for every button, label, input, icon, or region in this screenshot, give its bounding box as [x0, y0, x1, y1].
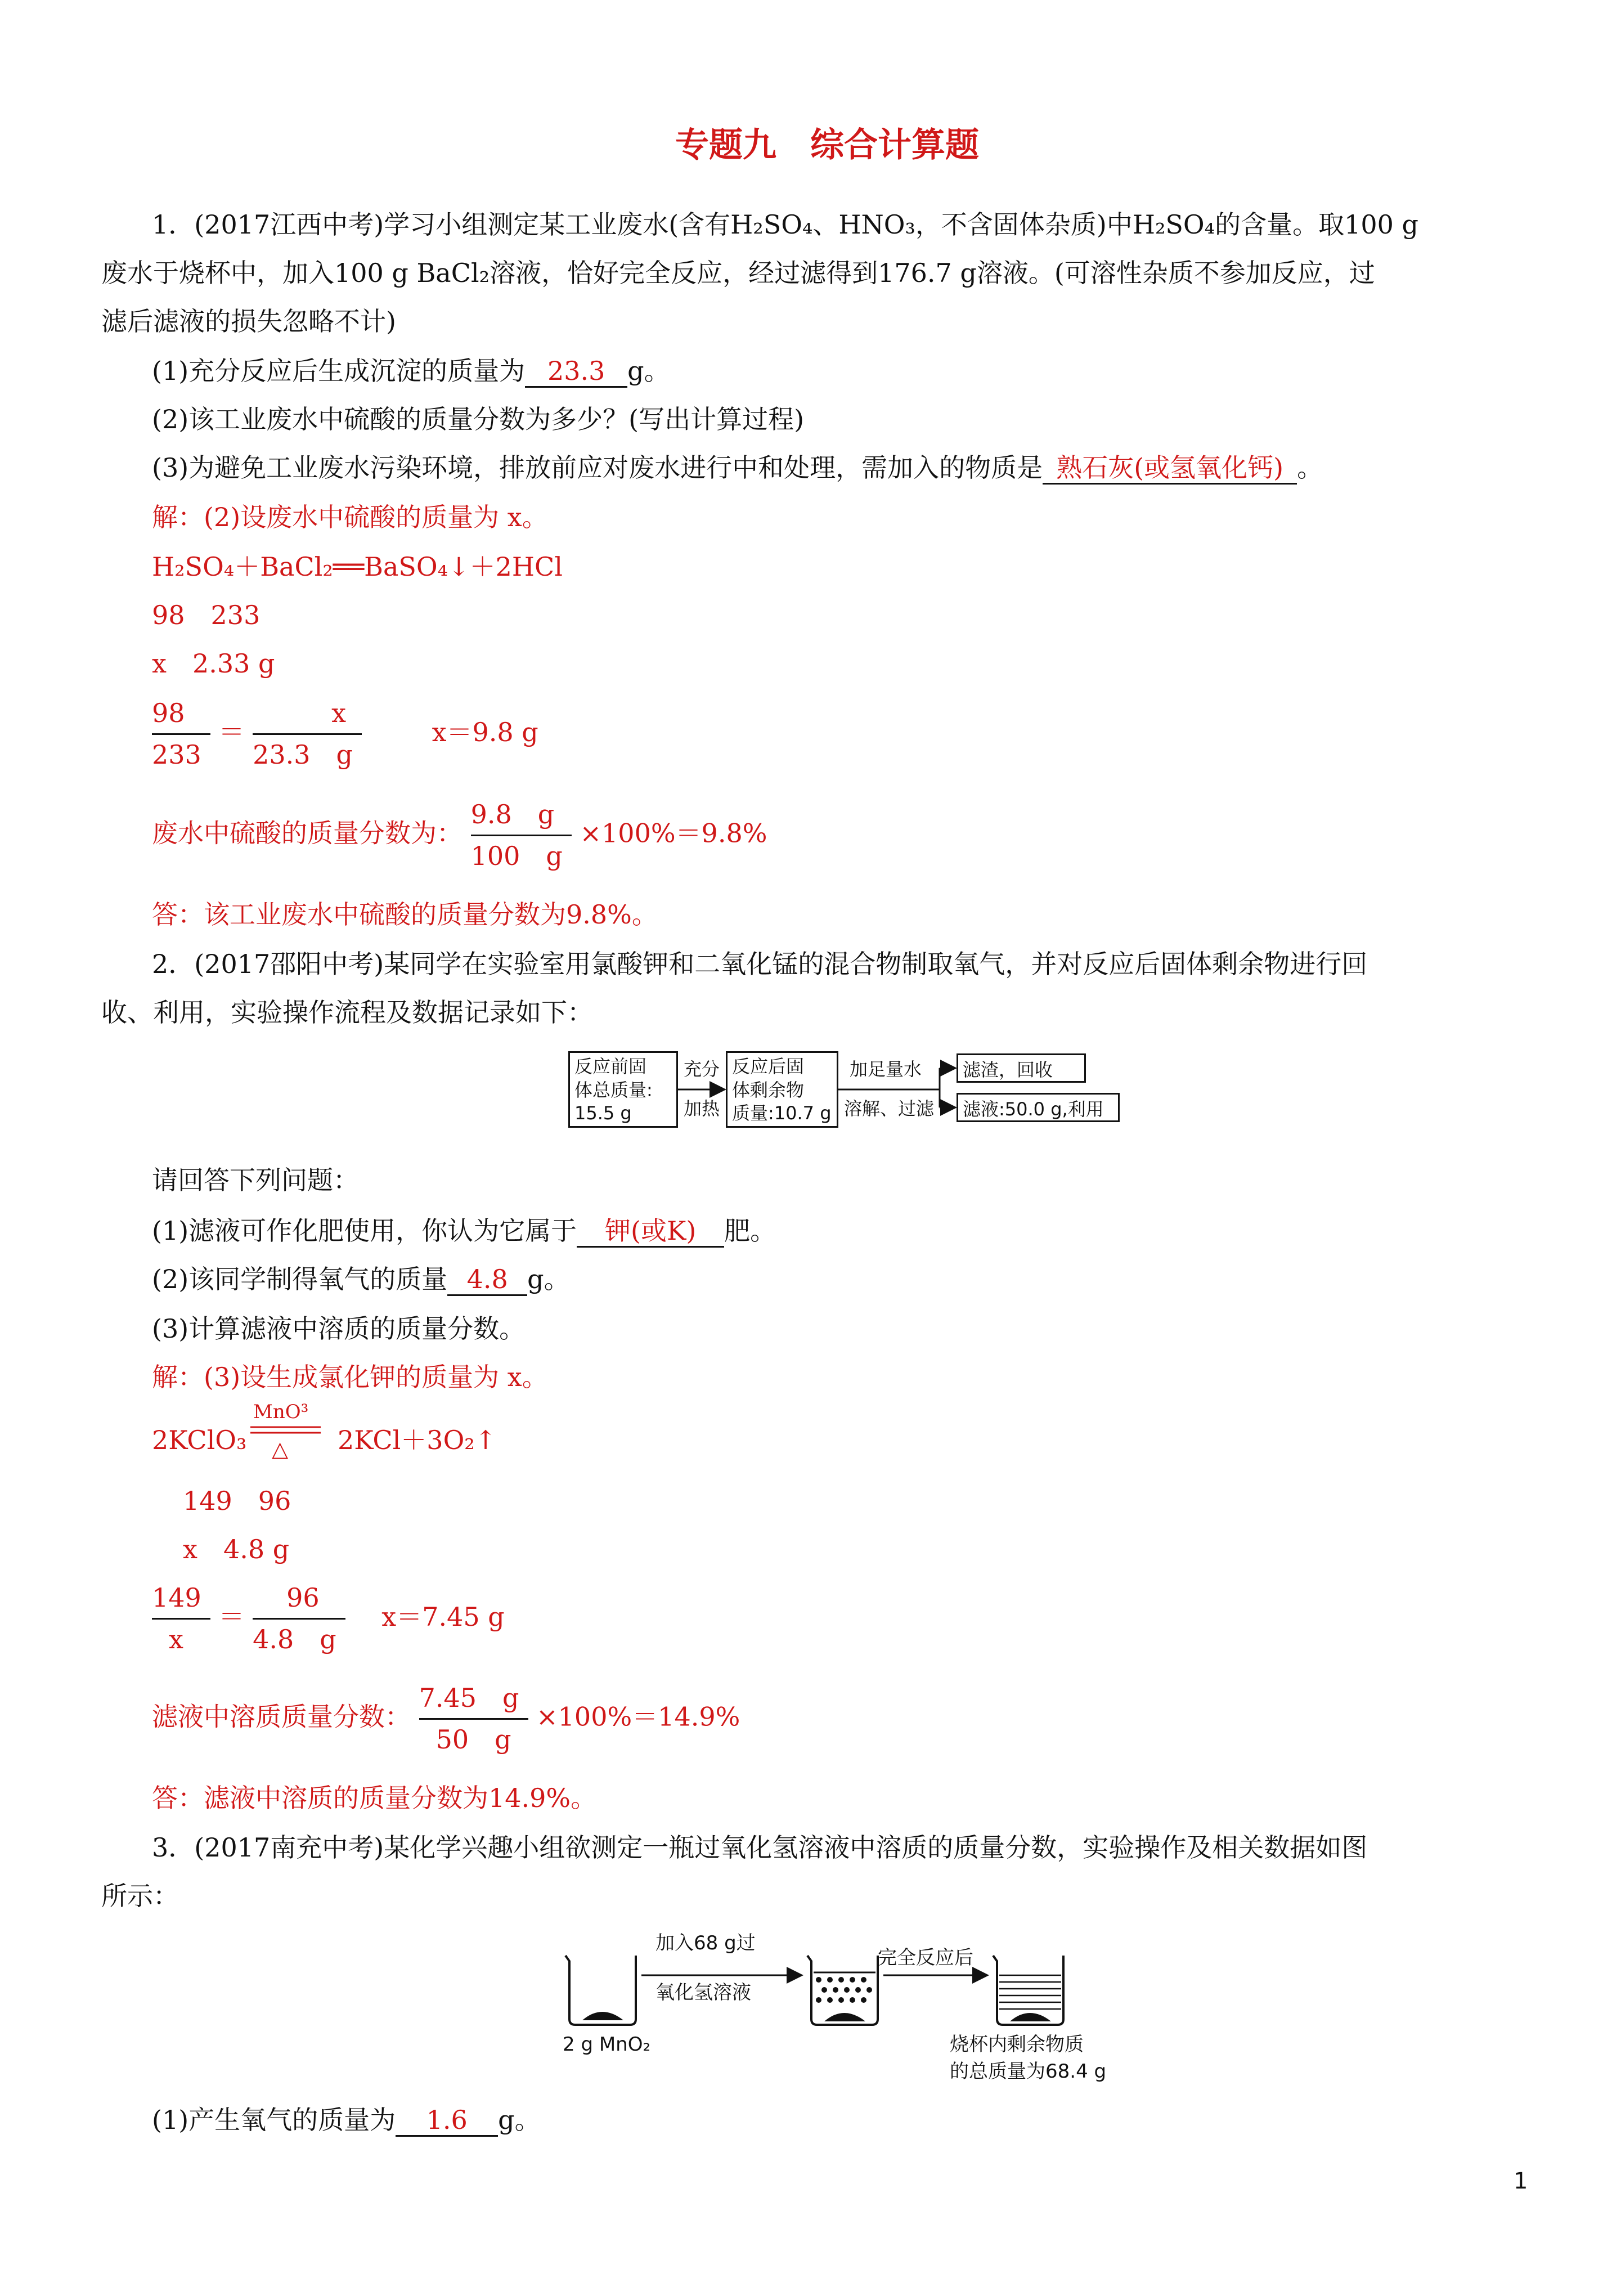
q3-sub1 — [152, 2105, 541, 2137]
q1-known-mass: x 2.33 g — [152, 648, 275, 679]
q1-fraction-b-num: x — [253, 698, 362, 735]
flow-arrow2-bottom: 溶解、过滤 — [844, 1098, 935, 1119]
q2-equation-right: 2KCl＋3O₂↑ — [338, 1425, 497, 1455]
q2-fraction-b-den: 4.8 g — [253, 1624, 336, 1655]
q2-result-x: x＝7.45 g — [381, 1601, 505, 1632]
q1-stem-line3: 滤后滤液的损失忽略不计) — [101, 306, 396, 337]
page-number: 1 — [1514, 2168, 1528, 2194]
q1-percentage-num: 9.8 g — [471, 799, 572, 836]
q1-sub2: (2)该工业废水中硫酸的质量分数为多少？(写出计算过程) — [152, 404, 805, 434]
q1-solution-intro: 解：(2)设废水中硫酸的质量为 x。 — [152, 502, 548, 532]
q3-sub1-text: (1)产生氧气的质量为 — [152, 2105, 396, 2135]
q1-proportion: $\frac{98}{233}$ ＝ $\frac{x}{23.3 g}$ x＝9.8 g — [152, 698, 538, 770]
q2-percentage-label: 滤液中溶质质量分数： — [152, 1701, 411, 1732]
flow-box-filtrate: 滤液:50.0 g,利用 — [957, 1093, 1120, 1122]
q2-stem-line1: 2．(2017邵阳中考)某同学在实验室用氯酸钾和二氧化锰的混合物制取氧气，并对反应后固体剩余物进行回 — [152, 949, 1368, 979]
flow-box1-line3: 15.5 g — [574, 1102, 632, 1124]
flow-box2-line2: 体剩余物 — [732, 1079, 805, 1101]
page-title: 专题九 综合计算题 — [675, 125, 979, 165]
q1-percentage-result: ×100%＝9.8% — [580, 818, 767, 849]
q1-sub3-end: 。 — [1297, 452, 1323, 483]
q2-percentage-den: 50 g — [435, 1724, 511, 1755]
q1-answer: 答：该工业废水中硫酸的质量分数为9.8%。 — [152, 899, 658, 930]
q2-fraction-a-num: 149 — [152, 1582, 210, 1620]
q2-sub3: (3)计算滤液中溶质的质量分数。 — [152, 1313, 526, 1344]
flow-box2-line3: 质量:10.7 g — [732, 1102, 832, 1124]
q2-fraction-a-den: x — [169, 1624, 183, 1655]
fig-arrow1-top: 加入68 g过 — [655, 1932, 756, 1954]
q2-percentage-result: ×100%＝14.9% — [536, 1701, 740, 1732]
q2-stem-line2: 收、利用，实验操作流程及数据记录如下： — [101, 997, 593, 1028]
q1-fraction-a-den: 233 — [152, 739, 201, 770]
flow-arrow2-top: 加足量水 — [850, 1059, 922, 1080]
flow-box1-line2: 体总质量: — [574, 1079, 653, 1101]
beaker-reacting-icon — [807, 1956, 878, 2025]
q2-sub1-answer: 钾(或K) — [577, 1216, 724, 1248]
q2-answer: 答：滤液中溶质的质量分数为14.9%。 — [152, 1783, 597, 1813]
q1-result-x: x＝9.8 g — [432, 716, 538, 747]
q1-sub1-answer: 23.3 — [525, 356, 627, 388]
q1-sub1-unit: g。 — [627, 356, 670, 386]
q2-solution-intro: 解：(3)设生成氯化钾的质量为 x。 — [152, 1362, 548, 1392]
fig-arrow2-top: 完全反应后 — [878, 1947, 973, 1969]
q2-sub1-text: (1)滤液可作化肥使用，你认为它属于 — [152, 1216, 577, 1246]
flow-box2-line1: 反应后固 — [732, 1056, 805, 1077]
q2-heat-symbol: △ — [272, 1437, 289, 1461]
q2-percentage-num: 7.45 g — [419, 1683, 528, 1720]
beaker-mno2-icon — [565, 1956, 636, 2025]
q3-stem-line1: 3．(2017南充中考)某化学兴趣小组欲测定一瓶过氧化氢溶液中溶质的质量分数，实验操作及相关数据如图 — [152, 1832, 1368, 1863]
q2-molar-mass: 149 96 — [183, 1486, 291, 1516]
q1-sub3-text: (3)为避免工业废水污染环境，排放前应对废水进行中和处理，需加入的物质是 — [152, 452, 1043, 483]
q1-stem-line1: 1．(2017江西中考)学习小组测定某工业废水(含有H₂SO₄、HNO₃，不含固体杂质)中H₂SO₄的含量。取100 g — [152, 209, 1418, 240]
q1-percentage-label: 废水中硫酸的质量分数为： — [152, 818, 462, 849]
q2-sub2-text: (2)该同学制得氧气的质量 — [152, 1264, 448, 1294]
fig-arrow1-bottom: 氧化氢溶液 — [655, 1981, 751, 2004]
flow-arrow1-bottom: 加热 — [684, 1098, 720, 1119]
fig-beaker3-label-2: 的总质量为68.4 g — [950, 2060, 1107, 2083]
q2-proportion: $\frac{149}{x}$ ＝ $\frac{96}{4.8 g}$ x＝7.45 g — [152, 1582, 505, 1655]
q2-equation-left: 2KClO₃ — [152, 1425, 247, 1455]
flow-box1-line1: 反应前固 — [574, 1056, 647, 1077]
q2-sub2-unit: g。 — [527, 1264, 570, 1294]
q1-fraction-a-num: 98 — [152, 698, 210, 735]
fig-beaker1-label: 2 g MnO₂ — [563, 2033, 651, 2056]
flow-arrow1-top: 充分 — [684, 1059, 720, 1080]
q2-prompt: 请回答下列问题： — [152, 1165, 359, 1195]
q3-stem-line2: 所示： — [101, 1881, 179, 1911]
q1-percentage-den: 100 g — [470, 841, 563, 872]
q1-molar-mass: 98 233 — [152, 600, 261, 630]
q3-sub1-unit: g。 — [498, 2105, 541, 2135]
beaker-remaining-icon — [993, 1956, 1063, 2025]
q1-sub3-answer: 熟石灰(或氢氧化钙) — [1043, 453, 1297, 485]
q2-fraction-b-num: 96 — [253, 1582, 345, 1620]
q2-known-mass: x 4.8 g — [183, 1534, 290, 1564]
q2-catalyst: MnO³ — [253, 1401, 309, 1423]
flow-box-residue: 滤渣，回收 — [957, 1053, 1086, 1083]
q1-sub1-text: (1)充分反应后生成沉淀的质量为 — [152, 356, 526, 386]
q2-sub2-answer: 4.8 — [447, 1264, 527, 1296]
q1-fraction-b-den: 23.3 g — [253, 739, 353, 770]
q3-sub1-answer: 1.6 — [396, 2105, 498, 2137]
q1-stem-line2: 废水于烧杯中，加入100 g BaCl₂溶液，恰好完全反应，经过滤得到176.7 g溶液。(可溶性杂质不参加反应，过 — [101, 258, 1375, 288]
q1-equation: H₂SO₄＋BaCl₂══BaSO₄↓＋2HCl — [152, 551, 563, 582]
q2-sub1-end: 肥。 — [724, 1216, 776, 1246]
fig-beaker3-label-1: 烧杯内剩余物质 — [950, 2033, 1084, 2056]
